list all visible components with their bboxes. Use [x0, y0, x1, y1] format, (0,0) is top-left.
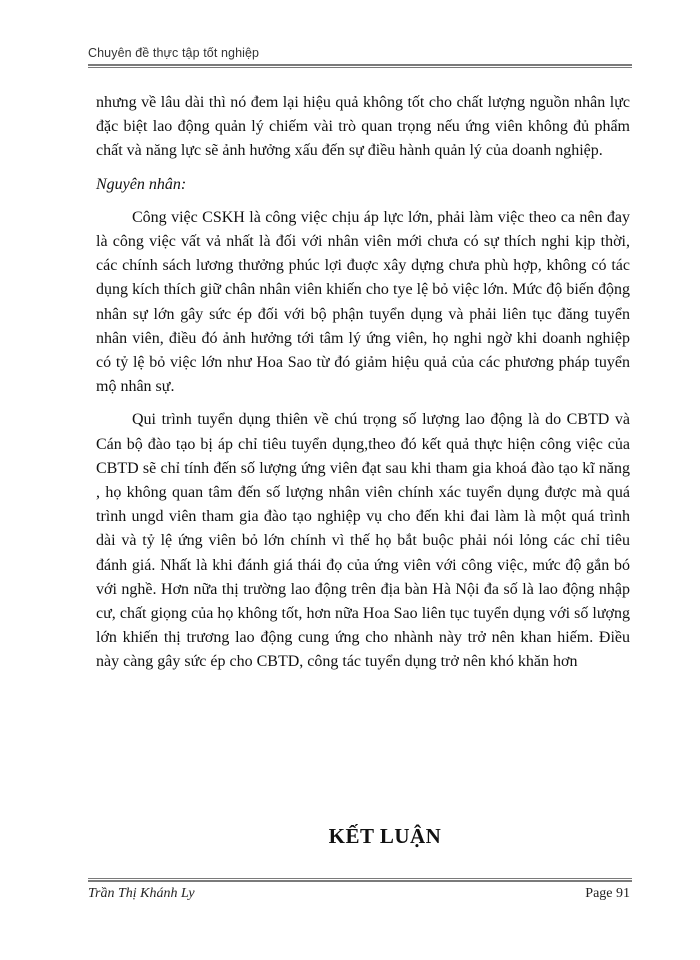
cause-label: Nguyên nhân:: [96, 175, 187, 193]
footer-divider: [88, 878, 632, 882]
page-header-title: Chuyên đề thực tập tốt nghiệp: [88, 46, 260, 60]
paragraph-1: Công việc CSKH là công việc chịu áp lực lớn, phải làm việc theo ca nên đay là công việc vất vả nhất là đối với nhân viên mới chưa có sự thích nghi kịp thời, các chính sách lương thưởng phúc lợi đuợc xây dựng chưa phù hợp, không có tác dụng kích thích giữ chân nhân viên khiến cho tye lệ bỏ việc lớn. Mức độ biến động nhân sự lớn gây sức ép đối với bộ phận tuyển dụng và phải liên tục đăng tuyển nhân viên, điều đó ảnh hưởng tới tâm lý ứng viên, họ nghi ngờ khi doanh nghiệp có tỷ lệ bỏ việc lớn như Hoa Sao từ đó giảm hiệu quả của các phương pháp tuyển mộ nhân sự.: [96, 208, 630, 396]
page-number: Page 91: [585, 886, 630, 901]
paragraph-2: Qui trình tuyển dụng thiên về chú trọng số lượng lao động là do CBTD và Cán bộ đào tạo bị áp chỉ tiêu tuyển dụng,theo đó kết quả thực hiện công việc của CBTD sẽ chỉ tính đến số lượng ứng viên đạt sau khi tham gia khoá đào tạo kĩ năng , họ không quan tâm đến số lượng nhân viên chính xác tuyển dụng được mà quá trình ungd viên tham gia đào tạo nghiệp vụ cho đến khi đai làm là một quá trình dài và tỷ lệ ứng viên bỏ lớn chính vì thế họ bắt buộc phải nói lỏng các chỉ tiêu đánh giá. Nhất là khi đánh giá thái đọ của ứng viên với công việc, mức độ gắn bó với nghề. Hơn nữa thị trường lao động trên địa bàn Hà Nội đa số là lao động nhập cư, chất giọng của họ không tốt, hơn nữa Hoa Sao liên tục tuyển dụng với số lượng lớn khiến thị trương lao động cung ứng cho nhành này trở nên khan hiếm. Điều này càng gây sức ép cho CBTD, công tác tuyển dụng trở nên khó khăn hơn: [96, 411, 630, 671]
continuation-paragraph: nhưng về lâu dài thì nó đem lại hiệu quả không tốt cho chất lượng nguồn nhân lực đặc biệt lao động quản lý chiếm vài trò quan trọng nếu ứng viên không đủ phẩm chất và năng lực sẽ ảnh hưởng xấu đến sự điều hành quản lý của doanh nghiệp.: [96, 94, 630, 160]
conclusion-heading: KẾT LUẬN: [328, 824, 442, 848]
footer-author: Trần Thị Khánh Ly: [88, 886, 195, 901]
header-divider: [88, 64, 632, 68]
body-text: [96, 91, 630, 675]
